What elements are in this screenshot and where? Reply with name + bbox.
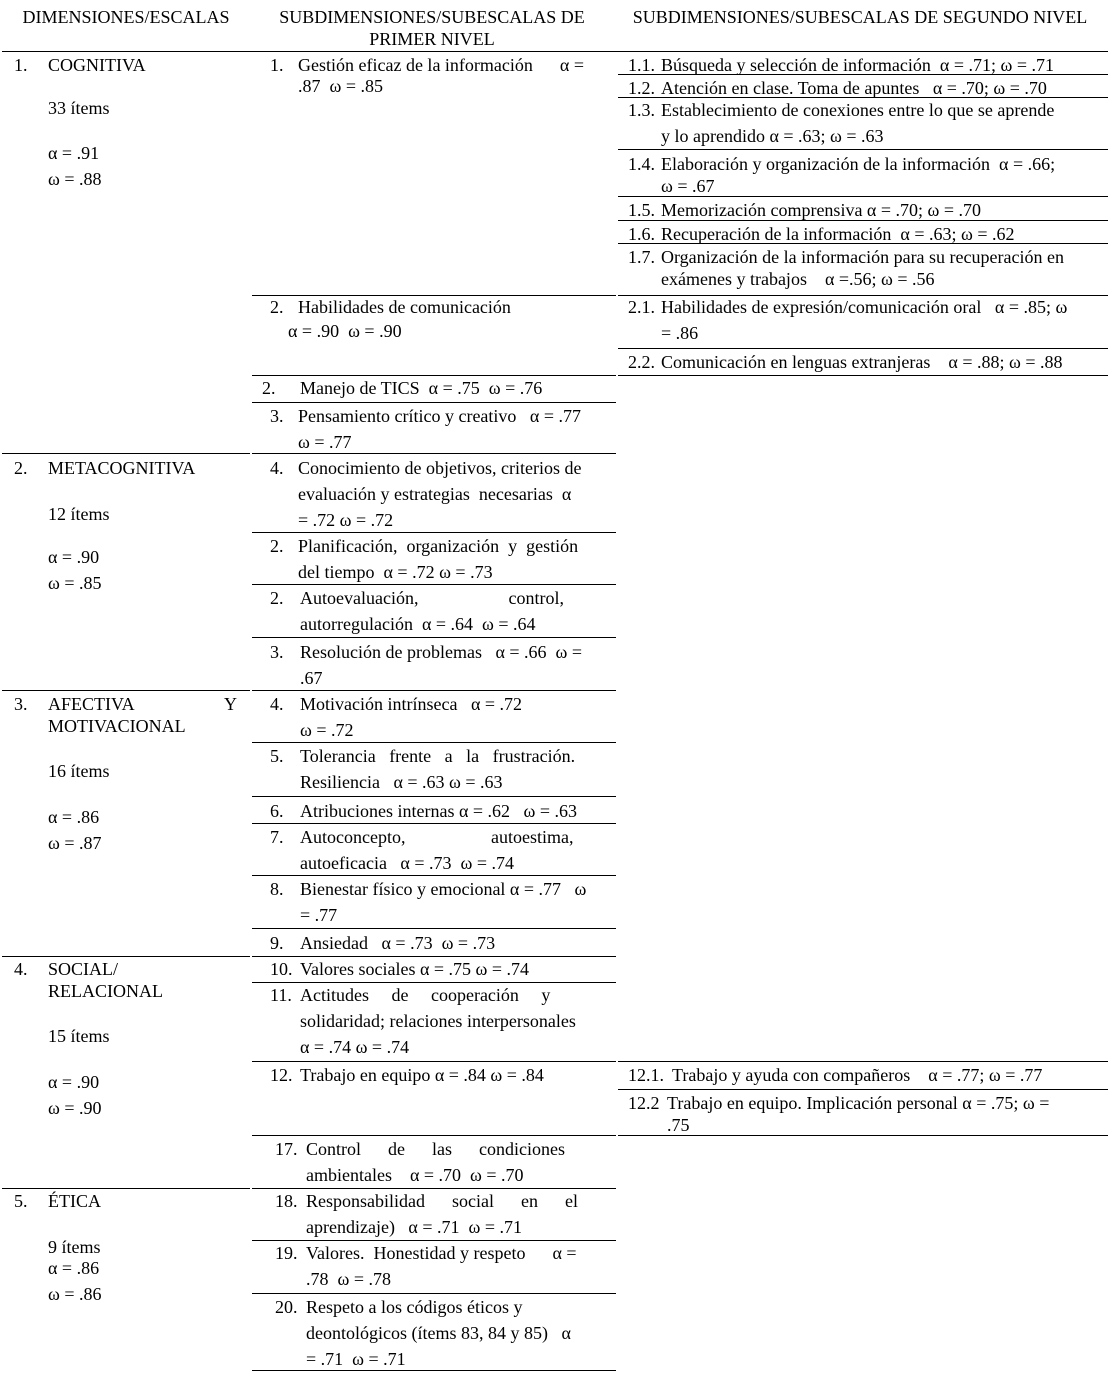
second-level-number: 1.1. [628, 55, 655, 75]
dimension-name-y: Y [224, 694, 237, 714]
first-level-number: 8. [270, 879, 284, 899]
dimension-omega: ω = .88 [48, 169, 102, 189]
second-level-text: Recuperación de la información α = .63; ω = .62 [661, 224, 1015, 244]
dimension-items: 9 ítems [48, 1237, 101, 1257]
dimension-alpha: α = .91 [48, 143, 100, 163]
first-level-text: Pensamiento crítico y creativo α = .77 [298, 406, 582, 426]
first-level-text: solidaridad; relaciones interpersonales [300, 1011, 576, 1031]
first-level-number: 11. [270, 985, 292, 1005]
dimension-name: MOTIVACIONAL [48, 716, 186, 736]
first-level-text: Autoconcepto, autoestima, [300, 827, 574, 847]
first-level-text: Motivación intrínseca α = .72 [300, 694, 523, 714]
first-level-text: Planificación, organización y gestión [298, 536, 579, 556]
dimension-name: RELACIONAL [48, 981, 163, 1001]
first-level-number: 4. [270, 458, 284, 478]
first-level-text: Respeto a los códigos éticos y [306, 1297, 523, 1317]
first-level-number: 3. [270, 642, 284, 662]
dimension-number: 5. [14, 1191, 28, 1211]
first-level-text: Bienestar físico y emocional α = .77 ω [300, 879, 587, 899]
first-level-text: Habilidades de comunicación [298, 297, 511, 317]
dimension-omega: ω = .87 [48, 833, 102, 853]
dimension-omega: ω = .85 [48, 573, 102, 593]
dimension-alpha: α = .90 [48, 1072, 100, 1092]
second-level-text: Establecimiento de conexiones entre lo que se aprende [661, 100, 1055, 120]
second-level-number: 1.5. [628, 200, 655, 220]
header-dimensions: DIMENSIONES/ESCALAS [22, 7, 230, 27]
header-second-level: SUBDIMENSIONES/SUBESCALAS DE SEGUNDO NIVEL [632, 7, 1088, 27]
dimension-name: SOCIAL/ [48, 959, 119, 979]
dimension-items: 12 ítems [48, 504, 110, 524]
second-level-number: 1.6. [628, 224, 655, 244]
dim-rule [2, 453, 250, 454]
second-level-text: = .86 [661, 323, 699, 343]
dimension-name: ÉTICA [48, 1191, 101, 1211]
first-level-text: autoeficacia α = .73 ω = .74 [300, 853, 515, 873]
first-level-number: 3. [270, 406, 284, 426]
first-level-text: Responsabilidad social en el [306, 1191, 578, 1211]
dimension-name: COGNITIVA [48, 55, 146, 75]
second-level-number: 2.1. [628, 297, 655, 317]
first-level-text: Actitudes de cooperación y [300, 985, 551, 1005]
first-level-number: 19. [275, 1243, 298, 1263]
first-level-text: ambientales α = .70 ω = .70 [306, 1165, 524, 1185]
first-level-number: 2. [270, 588, 284, 608]
first-level-text: Gestión eficaz de la información α = [298, 55, 584, 75]
dimension-items: 16 ítems [48, 761, 110, 781]
dimension-items: 15 ítems [48, 1026, 110, 1046]
first-level-text: Autoevaluación, control, [300, 588, 564, 608]
second-level-text: Atención en clase. Toma de apuntes α = .70; ω = .70 [661, 78, 1047, 98]
second-level-text: Habilidades de expresión/comunicación oral α = .85; ω [661, 297, 1068, 317]
second-level-number: 1.4. [628, 154, 655, 174]
second-level-text: Búsqueda y selección de información α = .71; ω = .71 [661, 55, 1054, 75]
second-level-number: 1.2. [628, 78, 655, 98]
first-level-text: evaluación y estrategias necesarias α [298, 484, 572, 504]
dimension-name: AFECTIVA [48, 694, 135, 714]
l1-rule [252, 796, 616, 797]
first-level-text: = .77 [300, 905, 338, 925]
first-level-number: 18. [275, 1191, 298, 1211]
first-level-number: 2. [262, 378, 276, 398]
first-level-number: 1. [270, 55, 284, 75]
dim-rule [2, 1188, 250, 1189]
first-level-number: 17. [275, 1139, 298, 1159]
second-level-text: Comunicación en lenguas extranjeras α = .88; ω = .88 [661, 352, 1063, 372]
first-level-text: autorregulación α = .64 ω = .64 [300, 614, 536, 634]
second-level-number: 12.2 [628, 1093, 660, 1113]
first-level-text: Conocimiento de objetivos, criterios de [298, 458, 582, 478]
dimension-number: 2. [14, 458, 28, 478]
second-level-number: 12.1. [628, 1065, 664, 1085]
dimension-number: 3. [14, 694, 28, 714]
first-level-text: ω = .72 [300, 720, 354, 740]
l2-rule [618, 149, 1108, 150]
dimension-alpha: α = .86 [48, 807, 100, 827]
first-level-number: 7. [270, 827, 284, 847]
first-level-text: Trabajo en equipo α = .84 ω = .84 [300, 1065, 544, 1085]
second-level-text: Trabajo y ayuda con compañeros α = .77; ω = .77 [672, 1065, 1043, 1085]
first-level-number: 5. [270, 746, 284, 766]
dim-rule [2, 956, 250, 957]
dimension-number: 4. [14, 959, 28, 979]
second-level-number: 1.7. [628, 247, 655, 267]
header-first-level: SUBDIMENSIONES/SUBESCALAS DE PRIMER NIVEL [279, 7, 585, 49]
first-level-text: .78 ω = .78 [306, 1269, 391, 1289]
second-level-number: 2.2. [628, 352, 655, 372]
first-level-text: .87 ω = .85 [298, 76, 383, 96]
first-level-text: ω = .77 [298, 432, 352, 452]
first-level-text: Valores sociales α = .75 ω = .74 [300, 959, 530, 979]
first-level-text: Resiliencia α = .63 ω = .63 [300, 772, 503, 792]
second-level-number: 1.3. [628, 100, 655, 120]
dimension-items: 33 ítems [48, 98, 110, 118]
second-level-text: Organización de la información para su recuperación en [661, 247, 1064, 267]
l2-rule [618, 375, 1108, 376]
dimension-name: METACOGNITIVA [48, 458, 196, 478]
first-level-number: 9. [270, 933, 284, 953]
first-level-text: Manejo de TICS α = .75 ω = .76 [300, 378, 543, 398]
first-level-number: 4. [270, 694, 284, 714]
second-level-text: exámenes y trabajos α =.56; ω = .56 [661, 269, 935, 289]
dimension-alpha: α = .86 [48, 1258, 100, 1278]
first-level-text: Resolución de problemas α = .66 ω = [300, 642, 583, 662]
l1-rule [252, 637, 616, 638]
first-level-number: 12. [270, 1065, 293, 1085]
second-level-text: Elaboración y organización de la información α = .66; [661, 154, 1056, 174]
first-level-text: deontológicos (ítems 83, 84 y 85) α [306, 1323, 571, 1343]
first-level-text: Valores. Honestidad y respeto α = [306, 1243, 577, 1263]
first-level-number: 2. [270, 297, 284, 317]
first-level-number: 6. [270, 801, 284, 821]
first-level-text: Tolerancia frente a la frustración. [300, 746, 576, 766]
second-level-text: .75 [667, 1115, 690, 1135]
first-level-text: Control de las condiciones [306, 1139, 565, 1159]
first-level-text: del tiempo α = .72 ω = .73 [298, 562, 493, 582]
first-level-text: Ansiedad α = .73 ω = .73 [300, 933, 496, 953]
first-level-number: 10. [270, 959, 293, 979]
first-level-number: 2. [270, 536, 284, 556]
l2-rule [618, 1135, 1108, 1136]
dimension-omega: ω = .86 [48, 1284, 102, 1304]
first-level-number: 20. [275, 1297, 298, 1317]
second-level-text: ω = .67 [661, 176, 715, 196]
second-level-text: Trabajo en equipo. Implicación personal α = .75; ω = [667, 1093, 1050, 1113]
dimension-alpha: α = .90 [48, 547, 100, 567]
dimension-omega: ω = .90 [48, 1098, 102, 1118]
first-level-text: aprendizaje) α = .71 ω = .71 [306, 1217, 523, 1237]
l1-rule [252, 928, 616, 929]
second-level-text: Memorización comprensiva α = .70; ω = .70 [661, 200, 982, 220]
first-level-text: Atribuciones internas α = .62 ω = .63 [300, 801, 578, 821]
second-level-text: y lo aprendido α = .63; ω = .63 [661, 126, 884, 146]
first-level-text: .67 [300, 668, 323, 688]
dimension-number: 1. [14, 55, 28, 75]
first-level-text: = .71 ω = .71 [306, 1349, 406, 1369]
first-level-text: α = .74 ω = .74 [300, 1037, 410, 1057]
first-level-text: = .72 ω = .72 [298, 510, 394, 530]
first-level-text: α = .90 ω = .90 [288, 321, 402, 341]
